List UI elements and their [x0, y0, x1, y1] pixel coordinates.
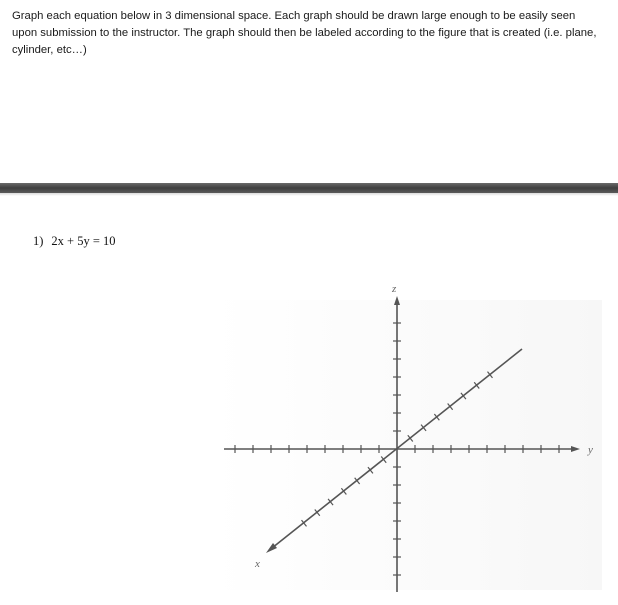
problem-equation: 2x + 5y = 10 [51, 234, 116, 248]
x-axis-label: x [255, 558, 260, 570]
problem-number: 1) [33, 234, 44, 248]
z-axis-label: z [392, 283, 397, 295]
instructions-text: Graph each equation below in 3 dimensional space. Each graph should be drawn large enough to be easily seen upon submission to the instructor. The graph should then be labeled according to the figure that is created (i.e. plane, cylinder, etc…) [12, 10, 597, 56]
y-axis-label: y [588, 444, 593, 456]
